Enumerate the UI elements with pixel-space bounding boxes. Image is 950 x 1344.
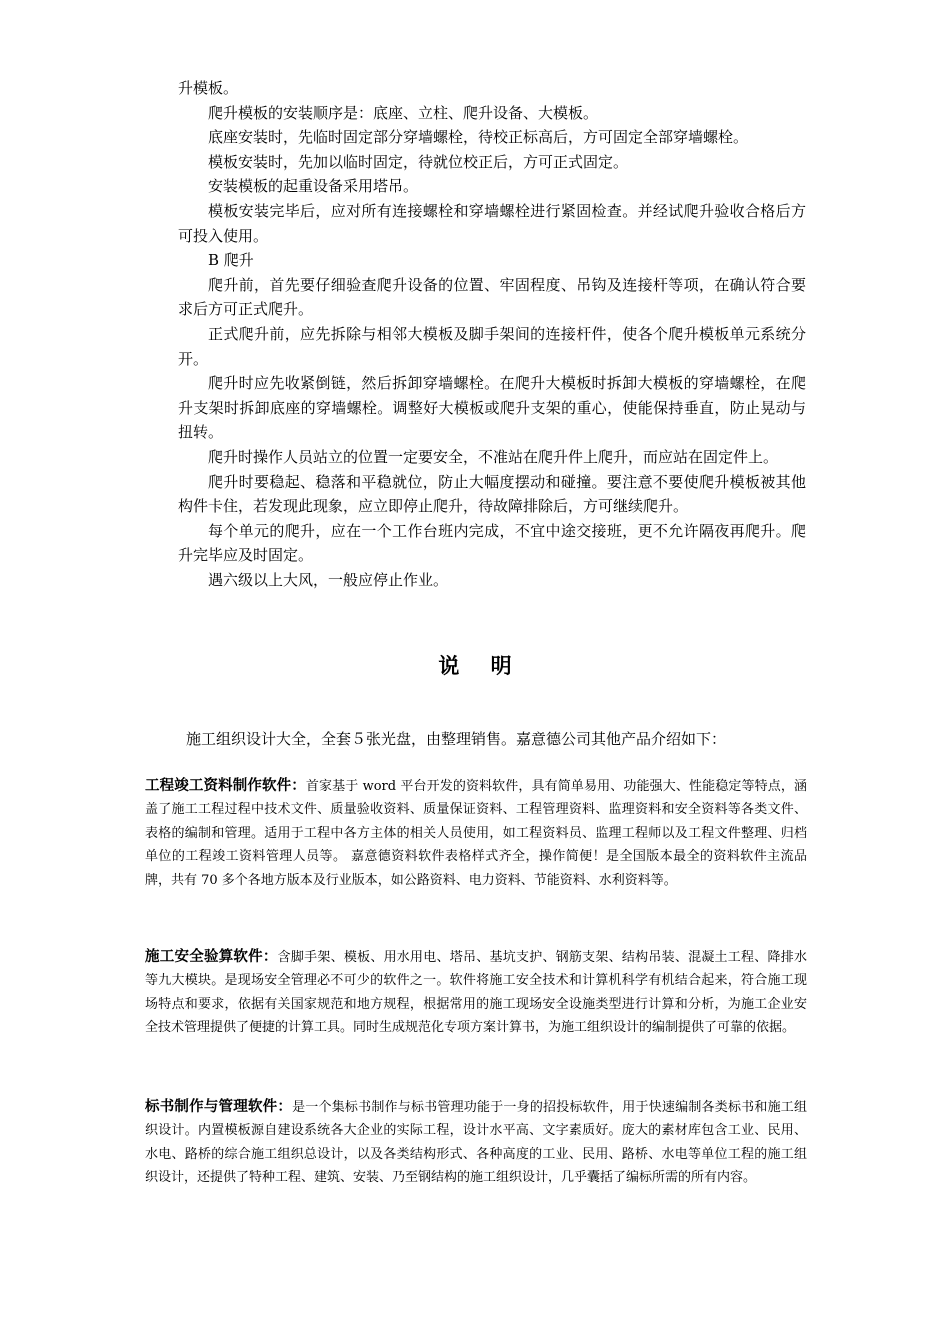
section-title: 说 明 (438, 653, 524, 678)
subheading-climbing: B 爬升 (208, 251, 254, 270)
paragraph-steady-climb: 爬升时要稳起、稳落和平稳就位，防止大幅度摆动和碰撞。要注意不要使爬升模板被其他构件卡住，若发现此现象，应立即停止爬升，待故障排除后，方可继续爬升。 (178, 472, 806, 516)
paragraph-lifting-equipment: 安装模板的起重设备采用塔吊。 (208, 177, 419, 196)
product-name: 工程竣工资料制作软件： (145, 778, 306, 794)
paragraph-base-install: 底座安装时，先临时固定部分穿墙螺栓，待校正标高后，方可固定全部穿墙螺栓。 (208, 128, 749, 147)
paragraph-install-sequence: 爬升模板的安装顺序是：底座、立柱、爬升设备、大模板。 (208, 103, 599, 122)
product-name: 施工安全验算软件： (145, 949, 278, 965)
product-bid-document-software (145, 1096, 807, 1190)
paragraph-single-shift: 每个单元的爬升，应在一个工作台班内完成，不宜中途交接班，更不允许隔夜再爬升。爬升完毕应及时固定。 (178, 521, 806, 565)
product-description: 是一个集标书制作与标书管理功能于一身的招投标软件，用于快速编制各类标书和施工组织设计。内置模板源自建设系统各大企业的实际工程，设计水平高、文字素质好。庞大的素材库包含工业、民用、水电、路桥的综合施工组织总设计，以及各类结构形式、各种高度的工业、民用、路桥、水电等单位工程的施工组织设计，还提供了特种工程、建筑、安装、乃至钢结构的施工组织设计，几乎囊括了编标所需的所有内容。 (145, 1100, 807, 1186)
intro-text: 施工组织设计大全，全套５张光盘，由整理销售。嘉意德公司其他产品介绍如下： (186, 730, 727, 748)
paragraph-continuation: 升模板。 (178, 79, 239, 97)
paragraph-wind-stop: 遇六级以上大风，一般应停止作业。 (208, 570, 449, 589)
product-description: 含脚手架、模板、用水用电、塔吊、基坑支护、钢筋支架、结构吊装、混凝土工程、降排水等九大模块。是现场安全管理必不可少的软件之一。软件将施工安全技术和计算机科学有机结合起来，符合施工现场特点和要求，依据有关国家规范和地方规程，根据常用的施工现场安全设施类型进行计算和分析，为施工企业安全技术管理提供了便捷的计算工具。同时生成规范化专项方案计算书，为施工组织设计的编制提供了可靠的依据。 (145, 950, 807, 1036)
paragraph-remove-bolts: 爬升时应先收紧倒链，然后拆卸穿墙螺栓。在爬升大模板时拆卸大模板的穿墙螺栓，在爬升支架时拆卸底座的穿墙螺栓。调整好大模板或爬升支架的重心，使能保持垂直，防止晃动与扭转。 (178, 374, 806, 442)
paragraph-operator-safety: 爬升时操作人员站立的位置一定要安全，不准站在爬升件上爬升，而应站在固定件上。 (208, 447, 779, 466)
paragraph-separate-units: 正式爬升前，应先拆除与相邻大模板及脚手架间的连接杆件，使各个爬升模板单元系统分开。 (178, 324, 806, 368)
product-name: 标书制作与管理软件： (145, 1099, 293, 1115)
product-safety-calc-software (145, 946, 807, 1040)
paragraph-bolt-inspection: 模板安装完毕后，应对所有连接螺栓和穿墙螺栓进行紧固检查。并经试爬升验收合格后方可投入使用。 (178, 201, 806, 245)
product-completion-docs-software (145, 775, 807, 892)
paragraph-pre-climb-check: 爬升前，首先要仔细验查爬升设备的位置、牢固程度、吊钩及连接杆等项，在确认符合要求后方可正式爬升。 (178, 275, 806, 319)
paragraph-formwork-install: 模板安装时，先加以临时固定，待就位校正后，方可正式固定。 (208, 152, 629, 171)
product-description: 首家基于 word 平台开发的资料软件，具有简单易用、功能强大、性能稳定等特点，涵盖了施工工程过程中技术文件、质量验收资料、质量保证资料、工程管理资料、监理资料和安全资料等各类文件、表格的编制和管理。适用于工程中各方主体的相关人员使用，如工程资料员、监理工程师以及工程文件整理、归档单位的工程竣工资料管理人员等。 嘉意德资料软件表格样式齐全，操作简便！是全国版本最全的资料软件主流品牌，共有 70 多个各地方版本及行业版本，如公路资料、电力资料、节能资料、水利资料等。 (145, 779, 807, 888)
construction-procedure-text (178, 76, 806, 592)
